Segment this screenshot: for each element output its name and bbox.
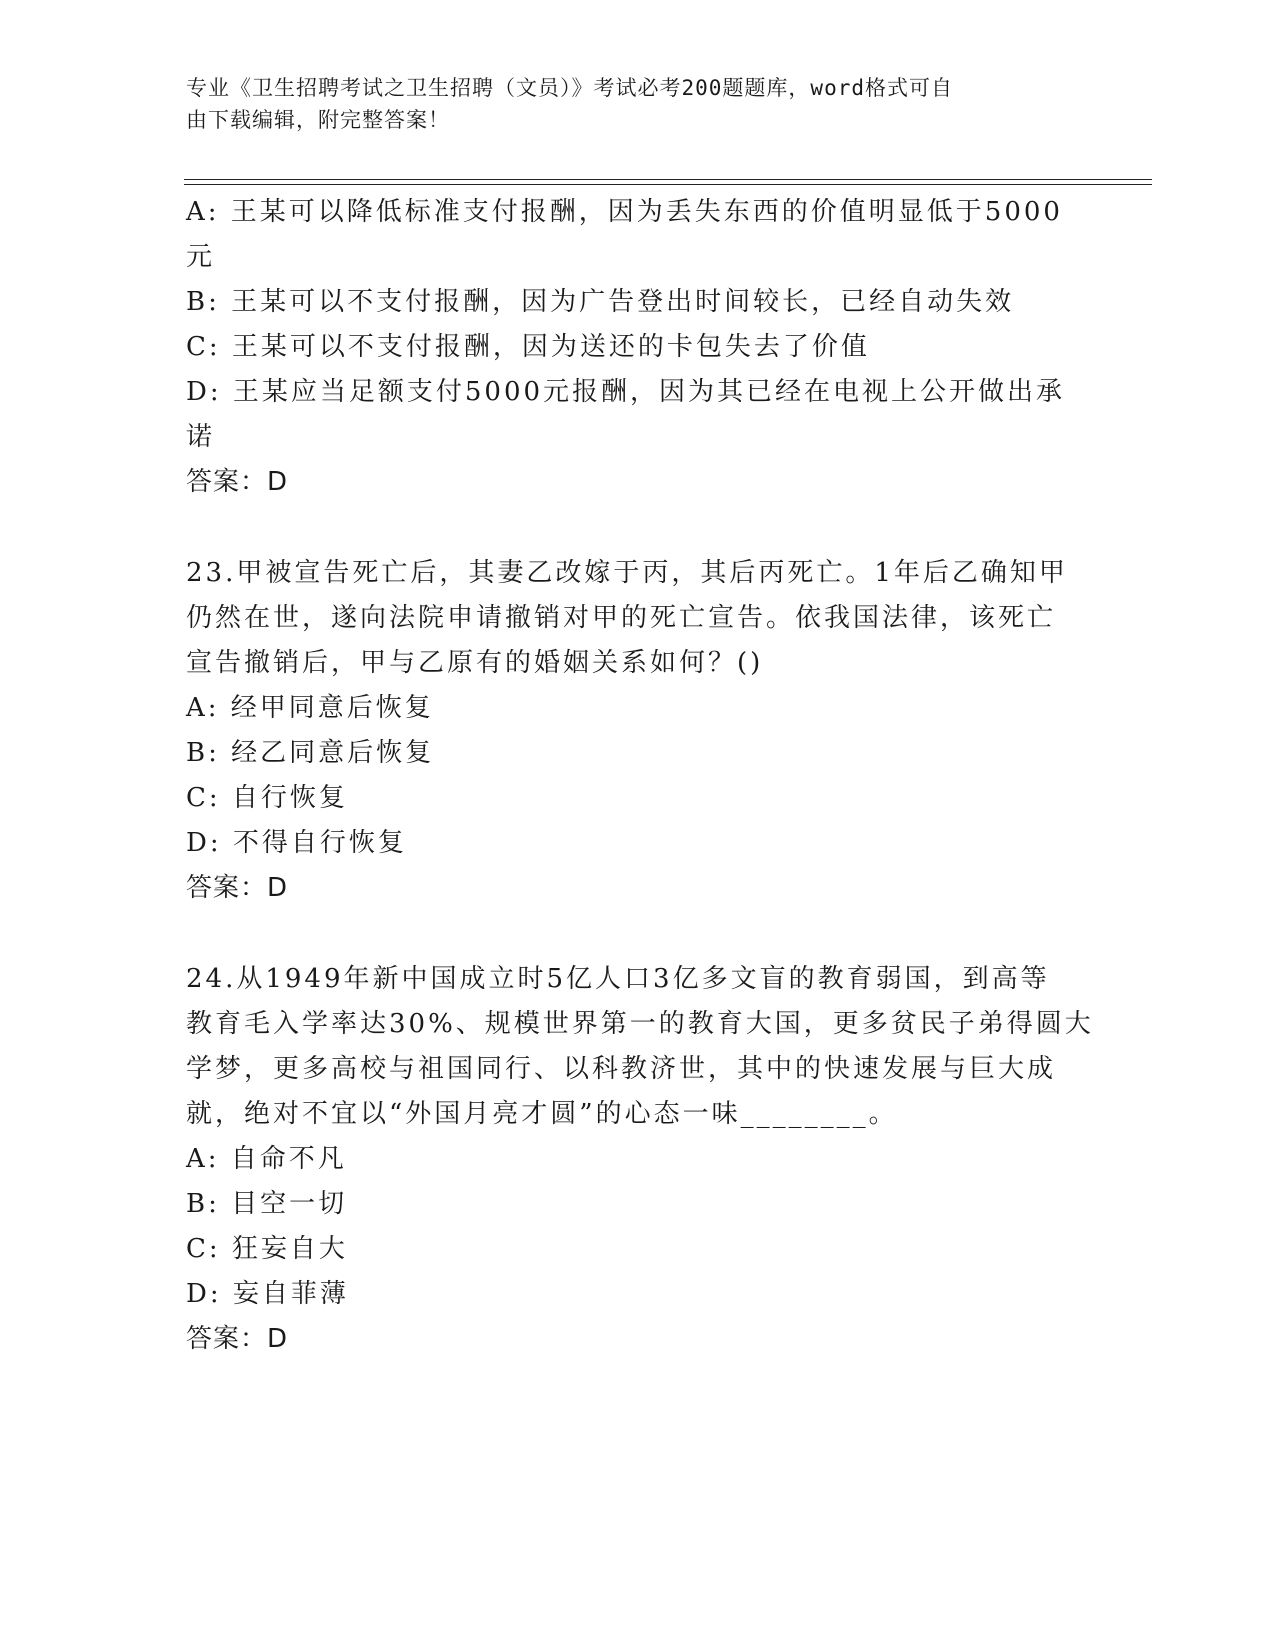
question-24 xyxy=(186,957,1094,1362)
question-23 xyxy=(186,551,1086,911)
answer: 答案：D xyxy=(186,1324,289,1354)
question-stem-line-1: 23.甲被宣告死亡后，其妻乙改嫁于丙，其后丙死亡。1年后乙确知甲 xyxy=(186,558,1068,588)
option-d-line-1: D: 王某应当足额支付5000元报酬，因为其已经在电视上公开做出承 xyxy=(186,377,1066,407)
question-stem-line-3: 宣告撤销后，甲与乙原有的婚姻关系如何？() xyxy=(186,648,764,678)
option-d-line-2: 诺 xyxy=(186,422,216,452)
header-line-2: 由下载编辑，附完整答案！ xyxy=(186,108,450,132)
option-d: D: 妄自菲薄 xyxy=(186,1279,349,1309)
question-stem-line-2: 教育毛入学率达30%、规模世界第一的教育大国，更多贫民子弟得圆大 xyxy=(186,1009,1094,1039)
question-stem-line-1: 24.从1949年新中国成立时5亿人口3亿多文盲的教育弱国，到高等 xyxy=(186,964,1050,994)
option-c: C: 王某可以不支付报酬，因为送还的卡包失去了价值 xyxy=(186,332,870,362)
header-divider-top xyxy=(184,179,1152,180)
option-a: A: 自命不凡 xyxy=(186,1144,347,1174)
spacer xyxy=(186,911,1086,957)
document-header xyxy=(186,72,1066,136)
option-b: B: 目空一切 xyxy=(186,1189,348,1219)
spacer xyxy=(186,505,1086,551)
question-22 xyxy=(186,190,1086,505)
answer: 答案：D xyxy=(186,873,289,903)
option-a-line-2: 元 xyxy=(186,242,216,272)
option-c: C: 狂妄自大 xyxy=(186,1234,348,1264)
option-a-line-1: A: 王某可以降低标准支付报酬，因为丢失东西的价值明显低于5000 xyxy=(186,197,1063,227)
question-stem-line-2: 仍然在世，遂向法院申请撤销对甲的死亡宣告。依我国法律，该死亡 xyxy=(186,603,1057,633)
option-c: C: 自行恢复 xyxy=(186,783,348,813)
header-divider-bottom xyxy=(184,184,1152,185)
option-a: A: 经甲同意后恢复 xyxy=(186,693,434,723)
document-body xyxy=(186,190,1094,1362)
option-d: D: 不得自行恢复 xyxy=(186,828,407,858)
option-b: B: 王某可以不支付报酬，因为广告登出时间较长，已经自动失效 xyxy=(186,287,1015,317)
question-stem-line-3: 学梦，更多高校与祖国同行、以科教济世，其中的快速发展与巨大成 xyxy=(186,1054,1057,1084)
header-line-1: 专业《卫生招聘考试之卫生招聘（文员）》考试必考200题题库，word格式可自 xyxy=(186,76,953,100)
answer: 答案：D xyxy=(186,467,289,497)
question-stem-line-4: 就，绝对不宜以“外国月亮才圆”的心态一味________。 xyxy=(186,1099,898,1129)
option-b: B: 经乙同意后恢复 xyxy=(186,738,435,768)
